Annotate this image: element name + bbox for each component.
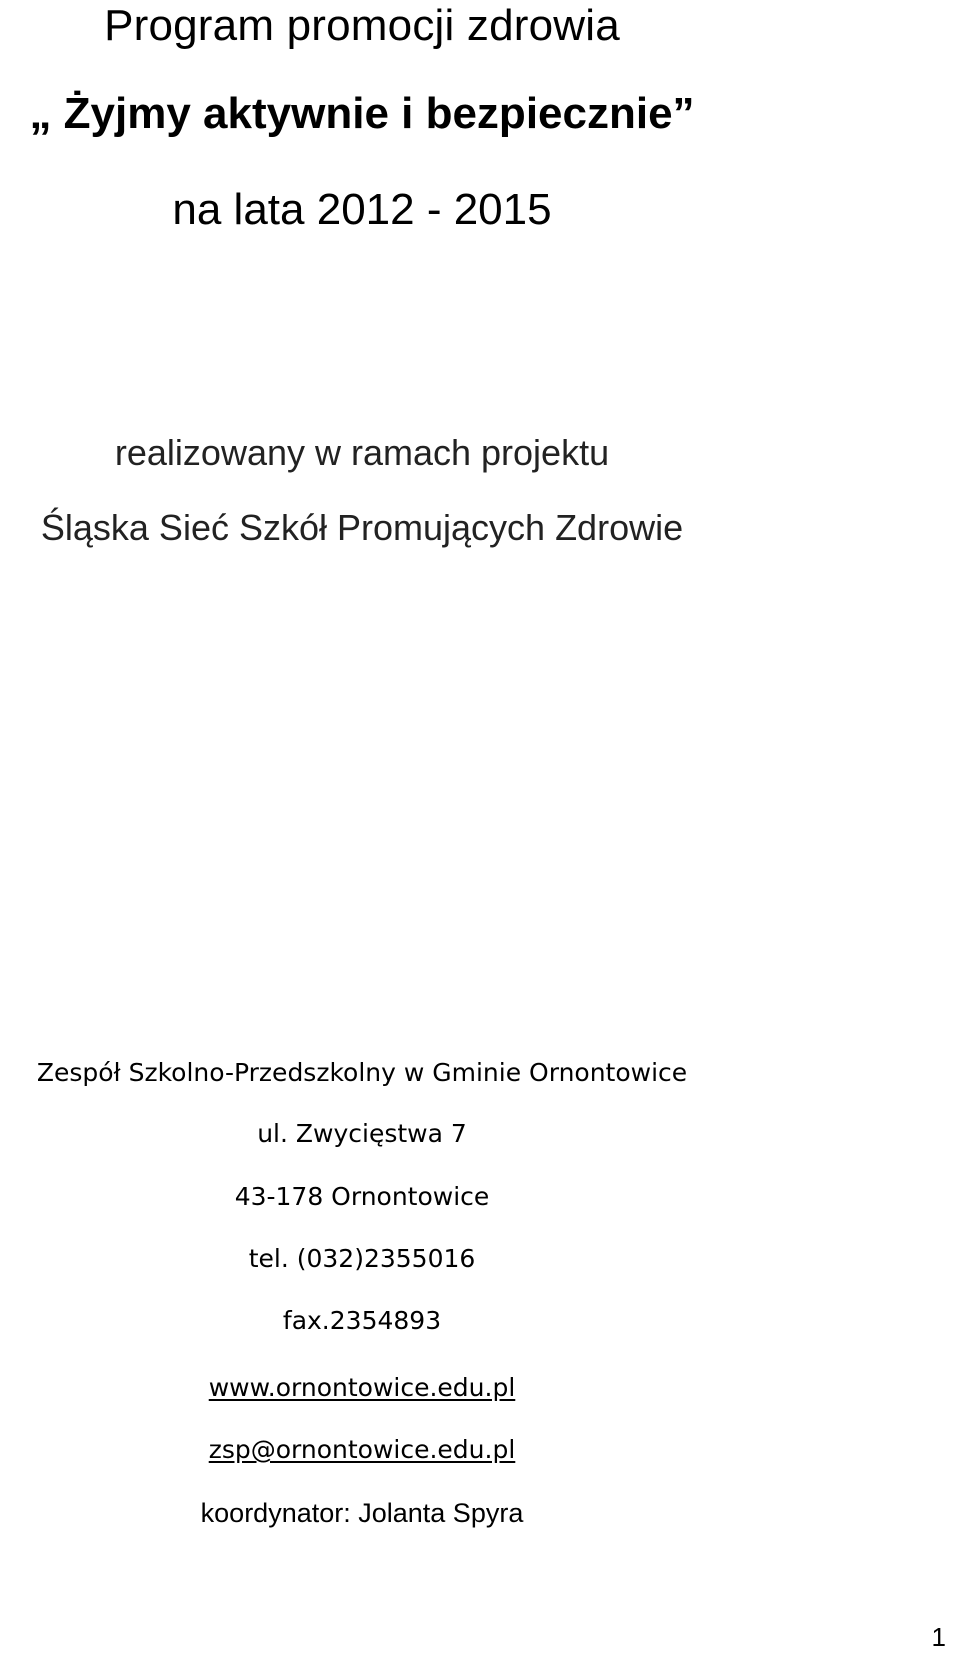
program-subtitle: „ Żyjmy aktywnie i bezpiecznie”	[29, 89, 695, 138]
email-link[interactable]: zsp@ornontowice.edu.pl	[208, 1435, 516, 1464]
phone-number: tel. (032)2355016	[248, 1244, 476, 1273]
email-line	[0, 1437, 724, 1462]
fax-number: fax.2354893	[282, 1306, 442, 1335]
project-name: Śląska Sieć Szkół Promujących Zdrowie	[40, 507, 684, 548]
program-years: na lata 2012 - 2015	[172, 185, 552, 234]
website-line	[0, 1375, 724, 1400]
coordinator: koordynator: Jolanta Spyra	[200, 1498, 524, 1528]
school-name: Zespół Szkolno-Przedszkolny w Gminie Ornontowice	[36, 1058, 688, 1087]
website-link[interactable]: www.ornontowice.edu.pl	[208, 1373, 516, 1402]
postal-address: 43-178 Ornontowice	[234, 1182, 490, 1211]
document-title: Program promocji zdrowia	[104, 1, 620, 50]
project-intro: realizowany w ramach projektu	[114, 432, 610, 473]
page-number: 1	[931, 1622, 946, 1652]
street-address: ul. Zwycięstwa 7	[257, 1119, 467, 1148]
